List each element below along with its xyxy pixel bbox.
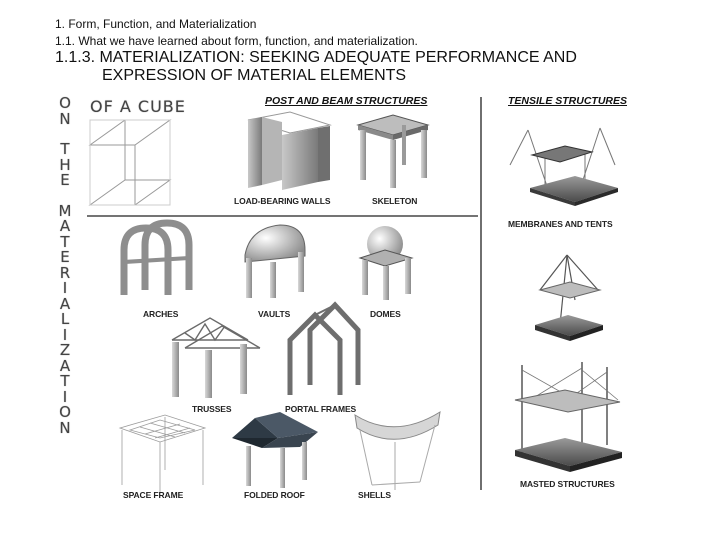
portal-frames-icon [290, 305, 358, 395]
mast-tent-icon [535, 255, 603, 341]
trusses-icon [172, 318, 260, 398]
caption-arches: ARCHES [143, 309, 179, 319]
vertical-letter: N [59, 109, 71, 128]
heading-line-2: 1.1. What we have learned about form, function, and materialization. [55, 34, 418, 48]
masted-structures-icon [515, 362, 622, 472]
caption-load-bearing-walls: LOAD-BEARING WALLS [234, 196, 331, 206]
vertical-letter: E [60, 171, 70, 189]
vertical-letter: M [58, 201, 72, 220]
caption-masted-structures: MASTED STRUCTURES [520, 479, 615, 489]
tensile-section-title: TENSILE STRUCTURES [508, 95, 628, 107]
space-frame-icon [120, 415, 205, 492]
cube-title: OF A CUBE [90, 97, 186, 116]
vertical-letter: A [59, 356, 71, 375]
caption-membranes-and-tents: MEMBRANES AND TENTS [508, 219, 613, 229]
vertical-letter: T [60, 372, 70, 390]
caption-portal-frames: PORTAL FRAMES [285, 404, 357, 414]
vaults-icon [245, 225, 305, 298]
caption-shells: SHELLS [358, 490, 391, 500]
vertical-letter: O [59, 403, 71, 421]
vertical-letter: Z [59, 341, 71, 359]
wireframe-cube-icon [90, 120, 170, 205]
vertical-letter: T [60, 232, 70, 251]
caption-domes: DOMES [370, 309, 401, 319]
vertical-letter: R [59, 263, 71, 282]
load-bearing-walls-icon [248, 112, 330, 190]
vertical-letter: I [62, 279, 68, 297]
vertical-letter: I [62, 325, 68, 344]
caption-trusses: TRUSSES [192, 404, 232, 414]
caption-skeleton: SKELETON [372, 196, 418, 206]
vertical-letter: A [59, 294, 71, 313]
caption-vaults: VAULTS [258, 309, 291, 319]
heading-line-3b: EXPRESSION OF MATERIAL ELEMENTS [102, 67, 407, 84]
vertical-letter: T [60, 140, 70, 158]
folded-roof-icon [232, 412, 318, 488]
vertical-letter: L [60, 310, 70, 328]
skeleton-icon [358, 115, 428, 188]
post-beam-section-title: POST AND BEAM STRUCTURES [265, 95, 428, 107]
arches-icon [124, 223, 189, 295]
vertical-letter: E [60, 248, 70, 266]
vertical-letter: H [59, 155, 71, 174]
vertical-letter: O [59, 94, 71, 112]
caption-space-frame: SPACE FRAME [123, 490, 184, 500]
caption-folded-roof: FOLDED ROOF [244, 490, 305, 500]
domes-icon [360, 226, 412, 300]
vertical-letter: A [59, 217, 71, 235]
shells-icon [355, 412, 440, 490]
vertical-letter: N [59, 418, 71, 437]
heading-line-3a: 1.1.3. MATERIALIZATION: SEEKING ADEQUATE PERFORMANCE AND [55, 49, 577, 66]
heading-line-1: 1. Form, Function, and Materialization [55, 17, 257, 31]
vertical-letter: I [62, 387, 68, 406]
membranes-and-tents-icon [510, 128, 618, 206]
